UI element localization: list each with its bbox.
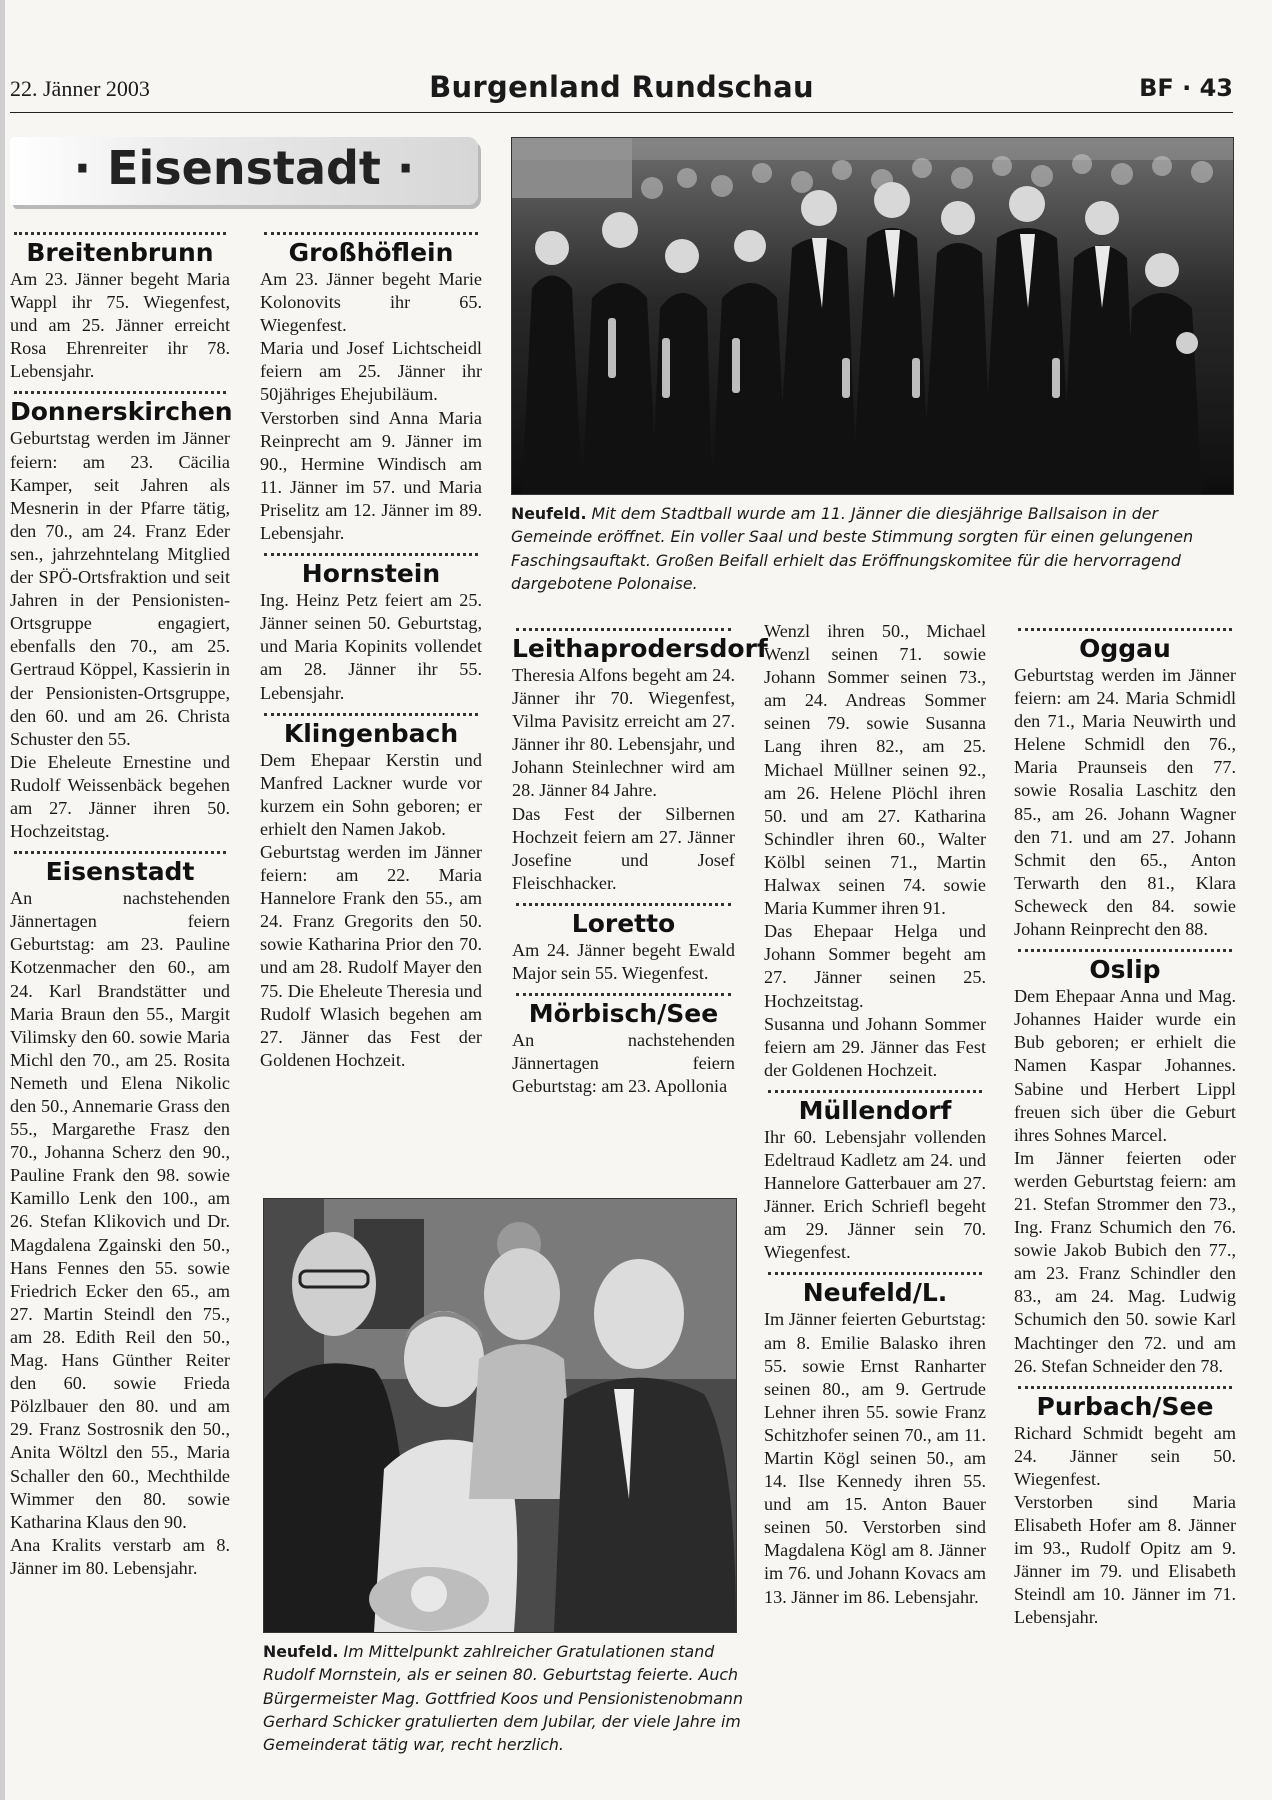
article-paragraph: Ana Kralits verstarb am 8. Jänner im 80. Lebensjahr. [10, 1534, 230, 1578]
article-paragraph: Verstorben sind Maria Elisabeth Hofer am 8. Jänner im 93., Rudolf Opitz am 9. Jänner im 79. und Elisabeth Steindl am 10. Jänner im 71. Lebensjahr. [1014, 1492, 1236, 1628]
section-title-breitenbrunn: Breitenbrunn [26, 238, 214, 267]
caption-text: Im Mittelpunkt zahlreicher Gratulationen stand Rudolf Mornstein, als er seinen 80. Geburtstag feierte. Auch Bürgermeister Mag. Gottfried Koos und Pensionistenobmann Gerhard Schicker gratulierten dem Jubilar, der viele Jahre im Gemeinderat tätig war, recht herzlich. [263, 1642, 743, 1755]
column-4 [764, 620, 986, 1609]
article-paragraph: Maria und Josef Lichtscheidl feiern am 25. Jänner ihr 50jähriges Ehejubiläum. [260, 338, 482, 405]
section-title-neufeld: Neufeld/L. [802, 1278, 948, 1308]
page-edge [0, 0, 5, 1800]
dotted-separator [516, 993, 731, 996]
dotted-separator [516, 628, 731, 631]
section-title-donnerskirchen: Donnerskirchen [10, 397, 233, 427]
column-2 [260, 232, 482, 1072]
section-title-klingenbach: Klingenbach [283, 718, 459, 748]
section-title-oslip: Oslip [1089, 955, 1161, 985]
photo-ball-polonaise [511, 137, 1234, 495]
section-title-purbach: Purbach/See [1036, 1391, 1214, 1421]
dotted-separator [1018, 628, 1232, 631]
caption-bottom-photo [263, 1640, 743, 1756]
dotted-separator [264, 713, 478, 716]
caption-top-photo [511, 502, 1232, 595]
article-paragraph: Wenzl ihren 50., Michael Wenzl seinen 71. sowie Johann Sommer seinen 73., am 24. Andreas Sommer seinen 79. sowie Susanna Lang ihren 82., am 25. Michael Müllner seinen 92., am 26. Helene Plöchl ihren 50. und am 27. Katharina Schindler ihren 60., Walter Kölbl seinen 71., Martin Halwax seinen 74. sowie Maria Kummer ihren 91. [764, 621, 986, 919]
dotted-separator [14, 851, 226, 854]
section-title-muellendorf: Müllendorf [798, 1095, 952, 1125]
issue-date: 22. Jänner 2003 [10, 76, 150, 101]
article-paragraph: Susanna und Johann Sommer feiern am 29. Jänner das Fest der Goldenen Hochzeit. [764, 1013, 986, 1080]
dotted-separator [768, 1272, 982, 1275]
section-title-hornstein: Hornstein [301, 559, 441, 589]
article-paragraph: Dem Ehepaar Anna und Mag. Johannes Haider wurde ein Bub geboren; er erhielt die Namen Kaspar Johannes. Sabine und Herbert Lippl freuen sich über die Geburt ihres Sohnes Marcel. [1014, 986, 1236, 1145]
article-paragraph: Ing. Heinz Petz feiert am 25. Jänner seinen 50. Geburtstag, und Maria Kopinits vollendet am 28. Jänner ihr 55. Lebensjahr. [260, 590, 482, 703]
article-paragraph: Das Ehepaar Helga und Johann Sommer begeht am 27. Jänner seinen 25. Hochzeitstag. [764, 921, 986, 1011]
photo-birthday-group [263, 1198, 737, 1633]
article-paragraph: Verstorben sind Anna Maria Reinprecht am 9. Jänner im 90., Hermine Windisch am 11. Jänner im 57. und Maria Priselitz am 12. Jänner im 89. Lebensjahr. [260, 407, 482, 544]
section-title-grosshoeflein: Großhöflein [288, 238, 454, 267]
article-paragraph: An nachstehenden Jännertagen feiern Geburtstag: am 23. Apollonia [512, 1030, 735, 1097]
dotted-separator [264, 232, 478, 235]
article-paragraph: Richard Schmidt begeht am 24. Jänner sein 50. Wiegenfest. [1014, 1422, 1236, 1489]
dotted-separator [14, 391, 226, 394]
article-paragraph: Geburtstag werden im Jänner feiern: am 22. Maria Hannelore Frank den 55., am 24. Franz Gregorits den 50. sowie Katharina Prior den 70. und am 28. Rudolf Mayer den 75. Die Eheleute Theresia und Rudolf Wlasich begehen am 27. Jänner das Fest der Goldenen Hochzeit. [260, 841, 482, 1070]
column-5 [1014, 628, 1236, 1630]
caption-text: Mit dem Stadtball wurde am 11. Jänner die diesjährige Ballsaison in der Gemeinde eröffnet. Ein voller Saal und beste Stimmung sorgten für einen gelungenen Faschingsauftakt. Großen Beifall erhielt das Eröffnungskomitee für die hervorragend dargebotene Polonaise. [511, 504, 1194, 593]
section-title-leithaprodersdorf: Leithaprodersdorf [512, 634, 768, 663]
article-paragraph: Theresia Alfons begeht am 24. Jänner ihr 70. Wiegenfest, Vilma Pavisitz erreicht am 27. Jänner ihr 80. Lebensjahr, und Johann Steinlechner wird am 28. Jänner 84 Jahre. [512, 665, 735, 801]
dotted-separator [1018, 1386, 1232, 1389]
article-paragraph: Geburtstag werden im Jänner feiern: am 23. Cäcilia Kamper, seit Jahren als Mesnerin in der Pfarre tätig, den 70., am 24. Franz Eder sen., jahrzehntelang Mitglied der SPÖ-Ortsfraktion und seit Jahren in der Pensionisten-Ortsgruppe engagiert, ebenfalls den 70., am 25. Gertraud Köppel, Kassierin in der Pensionisten-Ortsgruppe, den 60. und am 26. Christa Schuster den 55. [10, 428, 230, 749]
section-title-oggau: Oggau [1079, 634, 1171, 663]
dotted-separator [14, 232, 226, 235]
article-paragraph: Ihr 60. Lebensjahr vollenden Edeltraud Kadletz am 24. und Hannelore Gatterbauer am 27. Jänner. Erich Schriefl begeht am 29. Jänner sein 70. Wiegenfest. [764, 1126, 986, 1263]
article-paragraph: Die Eheleute Ernestine und Rudolf Weissenbäck begehen am 27. Jänner ihren 50. Hochzeitstag. [10, 751, 230, 842]
newspaper-name: Burgenland Rundschau [429, 70, 814, 104]
article-paragraph: Dem Ehepaar Kerstin und Manfred Lackner wurde vor kurzem ein Sohn geboren; er erhielt den Namen Jakob. [260, 749, 482, 839]
article-paragraph: Am 23. Jänner begeht Maria Wappl ihr 75. Wiegenfest, und am 25. Jänner erreicht Rosa Ehrenreiter ihr 78. Lebensjahr. [10, 269, 230, 382]
article-paragraph: Im Jänner feierten Geburtstag: am 8. Emilie Balasko ihren 55. sowie Ernst Ranharter seinen 80., am 9. Gertrude Lehner ihren 55. sowie Franz Schitzhofer seinen 70., am 11. Martin Kögl seinen 50., am 14. Ilse Kennedy ihren 55. und am 15. Anton Bauer seinen 50. Verstorben sind Magdalena Kögl am 8. Jänner im 76. und Johann Kovacs am 13. Jänner im 86. Lebensjahr. [764, 1309, 986, 1607]
section-title-loretto: Loretto [571, 908, 676, 938]
region-banner [10, 137, 478, 205]
caption-place: Neufeld. [511, 504, 587, 523]
page-number: BF · 43 [1139, 74, 1233, 102]
dotted-separator [1018, 949, 1232, 952]
article-paragraph: Im Jänner feierten oder werden Geburtstag feiern: am 21. Stefan Strommer den 73., Ing. Franz Schumich den 76. sowie Jakob Bubich den 77., am 23. Franz Schindler den 83., am 24. Mag. Ludwig Schumich den 50. sowie Karl Machtinger den 72. und am 26. Stefan Schneider den 78. [1014, 1147, 1236, 1376]
dotted-separator [264, 553, 478, 556]
column-1 [10, 232, 233, 1580]
caption-place: Neufeld. [263, 1642, 339, 1661]
birthday-photo-image [264, 1199, 736, 1632]
dotted-separator [768, 1090, 982, 1093]
section-title-eisenstadt: Eisenstadt [45, 857, 195, 887]
article-paragraph: An nachstehenden Jännertagen feiern Geburtstag: am 23. Pauline Kotzenmacher den 60., am 24. Karl Brandstätter und Maria Braun den 55., Margit Vilimsky den 60. sowie Maria Michl den 70., am 25. Rosita Nemeth und Elena Nikolic den 50., Annemarie Grass den 55., Margarethe Frasz den 70., Johanna Scherz den 90., Pauline Frank den 98. sowie Kamillo Lenk den 100., am 26. Stefan Klikovich und Dr. Magdalena Zgainski den 50., Hans Fennes den 55. sowie Friedrich Ecker den 65., am 27. Martin Steindl den 75., am 28. Edith Reil den 50., Mag. Hans Günther Reiter den 60. sowie Frieda Pölzlbauer den 80. und am 29. Franz Sostrosnik den 50., Anita Wöltzl den 55., Maria Schaller den 60., Mechthilde Wimmer den 80. sowie Katharina Klaus den 90. [10, 888, 230, 1532]
ball-photo-image [512, 138, 1233, 494]
page-header [10, 66, 1233, 113]
dotted-separator [516, 903, 731, 906]
article-paragraph: Am 24. Jänner begeht Ewald Major sein 55. Wiegenfest. [512, 939, 735, 984]
column-3 [512, 628, 768, 1098]
region-title: · Eisenstadt · [73, 141, 415, 195]
article-paragraph: Geburtstag werden im Jänner feiern: am 24. Maria Schmidl den 71., Maria Neuwirth und Helene Schmidl den 76., Maria Praunseis den 77. sowie Rosalia Laschitz den 85., am 26. Johann Wagner den 71. und am 27. Johann Schmit den 65., Anton Terwarth den 81., Klara Scheweck den 84. sowie Johann Reinprecht den 88. [1014, 665, 1236, 940]
section-title-moerbisch: Mörbisch/See [528, 999, 719, 1029]
article-paragraph: Am 23. Jänner begeht Marie Kolonovits ihr 65. Wiegenfest. [260, 269, 482, 336]
article-paragraph: Das Fest der Silbernen Hochzeit feiern am 27. Jänner Josefine und Josef Fleischhacker. [512, 803, 735, 893]
